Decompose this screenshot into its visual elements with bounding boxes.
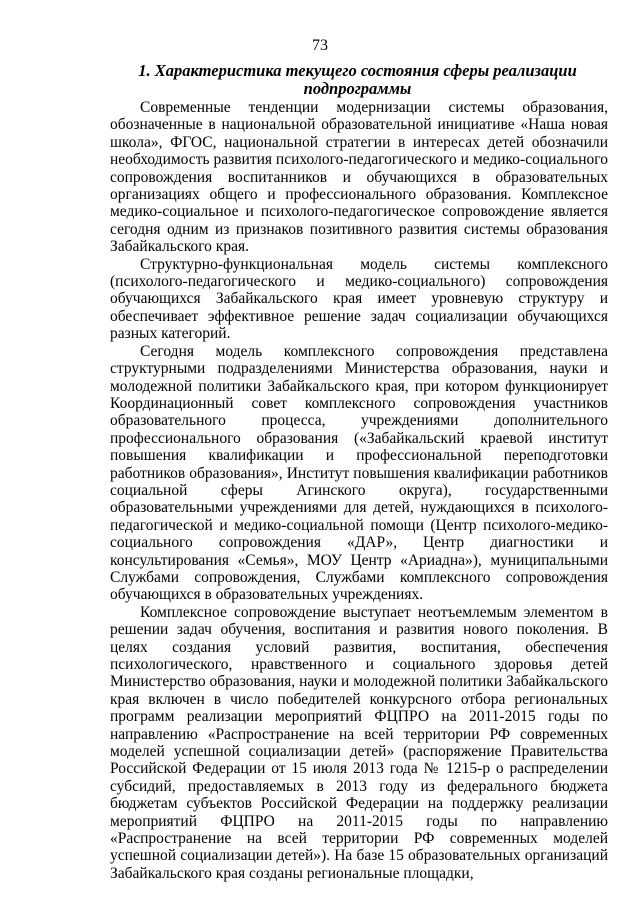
paragraph-3: Сегодня модель комплексного сопровождения представлена структурными подразделениями Министерства образования, науки и молодежной политики Забайкальского края, при котором функционирует Координационный совет комплексного сопровождения участников образовательного процесса, учреждениями дополнительного профессионального образования («Забайкальский краевой институт повышения квалификации и профессиональной переподготовки работников образования», Институт повышения квалификации работников социальной сферы Агинского округа), государственными образовательными учреждениями для детей, нуждающихся в психолого-педагогической и медико-социальной помощи (Центр психолого-медико-социального сопровождения «ДАР», Центр диагностики и консультирования «Семья», МОУ Центр «Ариадна»), муниципальными Службами сопровождения, Службами комплексного сопровождения обучающихся в образовательных учреждениях. [110, 342, 608, 604]
paragraph-2: Структурно-функциональная модель системы комплексного (психолого-педагогического и медико-социального) сопровождения обучающихся Забайкальского края имеет уровневую структуру и обеспечивает эффективное решение задач социализации обучающихся разных категорий. [110, 255, 608, 343]
page-number: 73 [312, 37, 328, 54]
paragraph-4: Комплексное сопровождение выступает неотъемлемым элементом в решении задач обучения, воспитания и развития нового поколения. В целях создания условий развития, воспитания, обеспечения психологического, нравственного и социального здоровья детей Министерство образования, науки и молодежной политики Забайкальского края включен в число победителей конкурсного отбора региональных программ реализации мероприятий ФЦПРО на 2011-2015 годы по направлению «Распространение на всей территории РФ современных моделей успешной социализации детей» (распоряжение Правительства Российской Федерации от 15 июля 2013 года № 1215-р о распределении субсидий, предоставляемых в 2013 году из федерального бюджета бюджетам субъектов Российской Федерации на поддержку реализации мероприятий ФЦПРО на 2011-2015 годы по направлению «Распространение на всей территории РФ современных моделей успешной социализации детей»). На базе 15 образовательных организаций Забайкальского края созданы региональные площадки, [110, 603, 608, 882]
section-heading: 1. Характеристика текущего состояния сферы реализации подпрограммы [138, 61, 577, 98]
document-body [110, 99, 608, 882]
paragraph-1: Современные тенденции модернизации системы образования, обозначенные в национальной образовательной инициативе «Наша новая школа», ФГОС, национальной стратегии в интересах детей обозначили необходимость развития психолого-педагогического и медико-социального сопровождения воспитанников и обучающихся в образовательных организациях общего и профессионального образования. Комплексное медико-социальное и психолого-педагогическое сопровождение является сегодня одним из признаков позитивного развития системы образования Забайкальского края. [110, 99, 608, 256]
